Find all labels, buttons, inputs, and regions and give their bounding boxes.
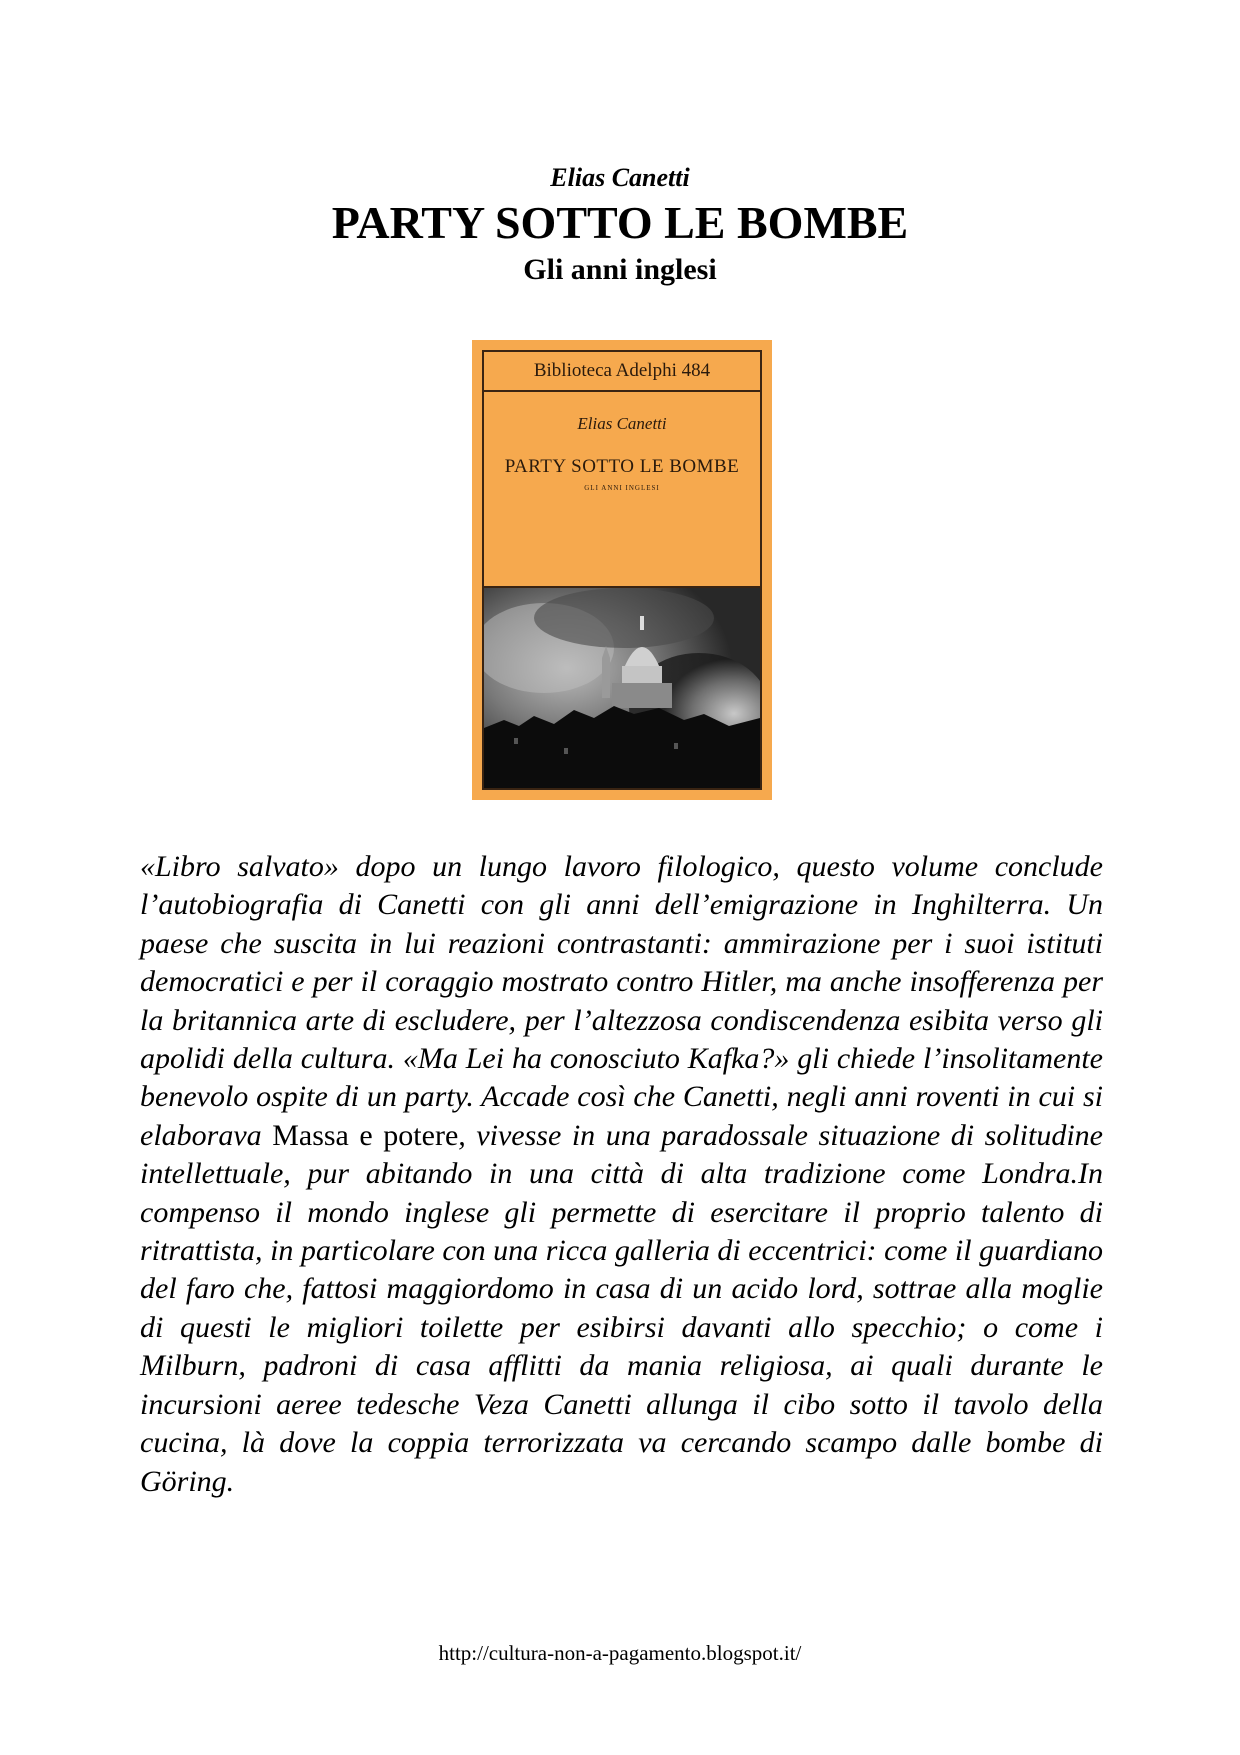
- cover-title: PARTY SOTTO LE BOMBE: [504, 456, 740, 477]
- book-title: PARTY SOTTO LE BOMBE: [331, 197, 909, 248]
- book-cover-image: [472, 340, 772, 800]
- cover-frame: [482, 350, 762, 790]
- book-subtitle: Gli anni inglesi: [523, 253, 717, 286]
- description-part-1: «Libro salvato» dopo un lungo lavoro filologico, questo volume conclude l’autobiografia di Canetti con gli anni dell’emigrazione in Inghilterra. Un paese che suscita in lui reazioni contrastanti: ammirazione per i suoi istituti democratici e per il coraggio mostrato contro Hitler, ma anche insofferenza per la britannica arte di escludere, per l’altezzosa condiscendenza esibita verso gli apolidi della cultura. «Ma Lei ha conosciuto Kafka?» gli chiede l’insolitamente benevolo ospite di un party. Accade così che Canetti, negli anni roventi in cui si elaborava: [140, 850, 1103, 1152]
- book-description: [140, 848, 1103, 1501]
- description-book-title: Massa e potere: [272, 1118, 459, 1152]
- author-name: Elias Canetti: [550, 163, 690, 192]
- footer-url: http://cultura-non-a-pagamento.blogspot.it/: [438, 1641, 802, 1665]
- description-part-2: , vivesse in una paradossale situazione di solitudine intellettuale, pur abitando in una città di alta tradizione come Londra.In compenso il mondo inglese gli permette di esercitare il proprio talento di ritrattista, in particolare con una ricca galleria di eccentrici: come il guardiano del faro che, fattosi maggiordomo in casa di un acido lord, sottrae alla moglie di questi le migliori toilette per esibirsi davanti allo specchio; o come i Milburn, padroni di casa afflitti da mania religiosa, ai quali durante le incursioni aeree tedesche Veza Canetti allunga il cibo sotto il tavolo della cucina, là dove la coppia terrorizzata va cercando scampo dalle bombe di Göring.: [140, 1118, 1103, 1498]
- cover-author: Elias Canetti: [577, 414, 667, 433]
- cover-photo-st-pauls: [484, 586, 760, 788]
- cover-series-label: Biblioteca Adelphi 484: [484, 352, 760, 392]
- page-header: [0, 162, 1240, 288]
- cover-subtitle: GLI ANNI INGLESI: [584, 484, 660, 492]
